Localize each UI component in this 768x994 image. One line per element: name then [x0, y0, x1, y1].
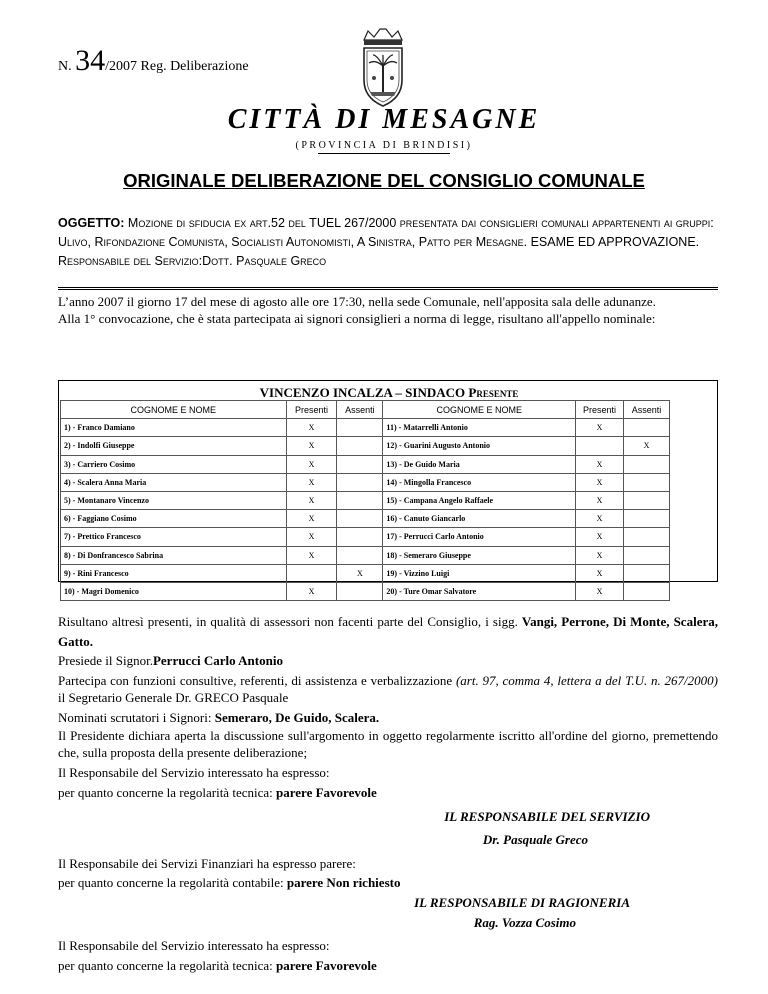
present-mark: X	[286, 437, 337, 455]
present-mark: X	[286, 546, 337, 564]
second-technical-regularity-line	[58, 956, 718, 976]
deliberation-body	[58, 612, 718, 975]
scrutatori-line	[58, 708, 718, 728]
second-technical-opinion-line: Il Responsabile del Servizio interessato ha espresso:	[58, 938, 330, 954]
councillor-name: 14) - Mingolla Francesco	[383, 473, 576, 491]
councillor-name: 16) - Canuto Giancarlo	[383, 510, 576, 528]
present-mark	[286, 564, 337, 582]
absent-mark	[337, 528, 383, 546]
technical-regularity-line	[58, 783, 718, 803]
present-mark: X	[576, 582, 624, 600]
absent-mark	[623, 491, 669, 509]
intro-date-line: L’anno 2007 il giorno 17 del mese di agosto alle ore 17:30, nella sede Comunale, nell'apposita sala delle adunanze.	[58, 294, 656, 309]
accounting-manager-name: Rag. Vozza Cosimo	[473, 914, 576, 930]
subject-label: OGGETTO:	[58, 216, 125, 230]
councillor-name: 3) - Carriero Cosimo	[61, 455, 287, 473]
councillor-name: 19) - Vizzino Luigi	[383, 564, 576, 582]
councillor-name: 18) - Semeraro Giuseppe	[383, 546, 576, 564]
accounting-manager-title: IL RESPONSABILE DI RAGIONERIA	[414, 894, 630, 910]
column-header-present: Presenti	[286, 401, 337, 419]
intro-convocation-line: Alla 1° convocazione, che è stata partecipata ai signori consiglieri a norma di legge, risultano all'appello nominale:	[58, 310, 656, 326]
assessori-prefix: Risultano altresì presenti, in qualità di assessori non facenti parte del Consiglio, i sigg.	[58, 614, 522, 629]
number-prefix: N.	[58, 59, 72, 74]
absent-mark	[623, 455, 669, 473]
second-technical-opinion: parere Favorevole	[276, 957, 377, 973]
table-row	[61, 491, 670, 509]
technical-opinion: parere Favorevole	[276, 784, 377, 800]
column-header-name: COGNOME E NOME	[61, 401, 287, 419]
councillor-name: 2) - Indolfi Giuseppe	[61, 437, 287, 455]
presidente-paragraph: Il Presidente dichiara aperta la discussione sull'argomento in oggetto regolarmente iscritto all'ordine del giorno, premettendo che, sulla proposta della presente deliberazione;	[58, 728, 718, 761]
service-manager: Responsabile del Servizio:Dott. Pasquale Greco	[58, 254, 327, 268]
table-header-row	[61, 401, 670, 419]
present-mark: X	[286, 491, 337, 509]
councillor-name: 12) - Guarini Augusto Antonio	[383, 437, 576, 455]
presiede-line	[58, 651, 718, 671]
assessori-paragraph	[58, 612, 718, 651]
financial-opinion-line: Il Responsabile dei Servizi Finanziari ha espresso parere:	[58, 855, 356, 871]
absent-mark	[337, 491, 383, 509]
councillor-name: 4) - Scalera Anna Maria	[61, 473, 287, 491]
absent-mark	[337, 510, 383, 528]
councillor-name: 10) - Magri Domenico	[61, 582, 287, 600]
absent-mark	[623, 582, 669, 600]
double-divider	[58, 287, 718, 290]
assessori-names: Vangi, Perrone, Di Monte, Scalera, Gatto.	[58, 614, 718, 649]
councillor-name: 7) - Prettico Francesco	[61, 528, 287, 546]
scrutatori-prefix: Nominati scrutatori i Signori:	[58, 709, 215, 725]
service-manager-title: IL RESPONSABILE DEL SERVIZIO	[444, 808, 650, 824]
absent-mark	[337, 473, 383, 491]
present-mark: X	[576, 546, 624, 564]
present-mark	[576, 437, 624, 455]
absent-mark	[337, 546, 383, 564]
table-row	[61, 473, 670, 491]
table-row	[61, 419, 670, 437]
present-mark: X	[286, 473, 337, 491]
absent-mark	[623, 564, 669, 582]
present-mark: X	[576, 564, 624, 582]
absent-mark	[623, 473, 669, 491]
column-header-present: Presenti	[576, 401, 624, 419]
second-technical-regularity-label: per quanto concerne la regolarità tecnica:	[58, 957, 276, 973]
province-name: (PROVINCIA DI BRINDISI)	[295, 140, 473, 151]
intro-text	[58, 294, 718, 327]
accounting-regularity-label: per quanto concerne la regolarità contabile:	[58, 875, 287, 891]
partecipa-suffix: il Segretario Generale Dr. GRECO Pasquale	[58, 689, 289, 705]
present-mark: X	[286, 419, 337, 437]
absent-mark	[623, 510, 669, 528]
table-row	[61, 546, 670, 564]
present-mark: X	[576, 473, 624, 491]
present-mark: X	[286, 510, 337, 528]
table-row	[61, 510, 670, 528]
table-row	[61, 564, 670, 582]
accounting-opinion: parere Non richiesto	[286, 875, 401, 891]
table-row	[61, 528, 670, 546]
present-mark: X	[576, 455, 624, 473]
present-mark: X	[286, 582, 337, 600]
subject-text: Mozione di sfiducia ex art.52 del TUEL 267/2000 presentata dai consiglieri comunali appartenenti ai gruppi: Ulivo, Rifondazione Comunista, Socialisti Autonomisti, A Sinistra, Patto per Mesagne. ESAME ED APPROVAZIONE.	[58, 216, 714, 249]
service-manager-name: Dr. Pasquale Greco	[482, 832, 588, 848]
councillor-name: 8) - Di Donfrancesco Sabrina	[61, 546, 287, 564]
column-header-absent: Assenti	[337, 401, 383, 419]
scrutatori-names: Semeraro, De Guido, Scalera.	[214, 709, 380, 725]
mayor-status: Presente	[468, 385, 519, 400]
partecipa-prefix: Partecipa con funzioni consultive, referenti, di assistenza e verbalizzazione	[58, 672, 456, 688]
deliberation-number: 34	[75, 44, 106, 77]
column-header-name: COGNOME E NOME	[383, 401, 576, 419]
councillor-name: 20) - Ture Omar Salvatore	[383, 582, 576, 600]
city-name: CITTÀ DI MESAGNE	[227, 104, 541, 135]
mayor-line	[59, 385, 719, 401]
presiede-prefix: Presiede il Signor.	[58, 653, 153, 669]
partecipa-reference: (art. 97, comma 4, lettera a del T.U. n. 267/2000)	[455, 672, 718, 688]
table-row	[61, 455, 670, 473]
registration-number	[58, 44, 249, 78]
councillor-name: 15) - Campana Angelo Raffaele	[383, 491, 576, 509]
table-row	[61, 437, 670, 455]
table-row	[61, 582, 670, 600]
absent-mark: X	[337, 564, 383, 582]
present-mark: X	[576, 528, 624, 546]
document-title: ORIGINALE DELIBERAZIONE DEL CONSIGLIO COMUNALE	[123, 170, 645, 191]
accounting-regularity-line	[58, 873, 718, 893]
city-crest-icon	[356, 26, 410, 114]
councillor-name: 11) - Matarrelli Antonio	[383, 419, 576, 437]
councillor-name: 13) - De Guido Maria	[383, 455, 576, 473]
mayor-name: VINCENZO INCALZA – SINDACO	[259, 385, 466, 400]
councillor-name: 9) - Rini Francesco	[61, 564, 287, 582]
present-mark: X	[576, 419, 624, 437]
councillor-name: 5) - Montanaro Vincenzo	[61, 491, 287, 509]
attendance-box	[58, 380, 718, 596]
present-mark: X	[286, 528, 337, 546]
technical-regularity-label: per quanto concerne la regolarità tecnica:	[58, 784, 276, 800]
councillor-name: 17) - Perrucci Carlo Antonio	[383, 528, 576, 546]
absent-mark	[337, 455, 383, 473]
absent-mark	[337, 582, 383, 600]
technical-opinion-line: Il Responsabile del Servizio interessato ha espresso:	[58, 765, 330, 781]
councillor-name: 1) - Franco Damiano	[61, 419, 287, 437]
presiede-name: Perrucci Carlo Antonio	[152, 653, 283, 669]
absent-mark	[337, 437, 383, 455]
number-suffix: /2007 Reg. Deliberazione	[105, 59, 249, 74]
subject-block	[58, 214, 718, 271]
absent-mark	[623, 528, 669, 546]
present-mark: X	[576, 510, 624, 528]
absent-mark	[337, 419, 383, 437]
province-underline	[318, 153, 450, 154]
absent-mark: X	[623, 437, 669, 455]
present-mark: X	[576, 491, 624, 509]
absent-mark	[623, 546, 669, 564]
councillor-name: 6) - Faggiano Cosimo	[61, 510, 287, 528]
partecipa-paragraph	[58, 672, 718, 706]
absent-mark	[623, 419, 669, 437]
present-mark: X	[286, 455, 337, 473]
column-header-absent: Assenti	[623, 401, 669, 419]
attendance-table	[60, 400, 670, 601]
